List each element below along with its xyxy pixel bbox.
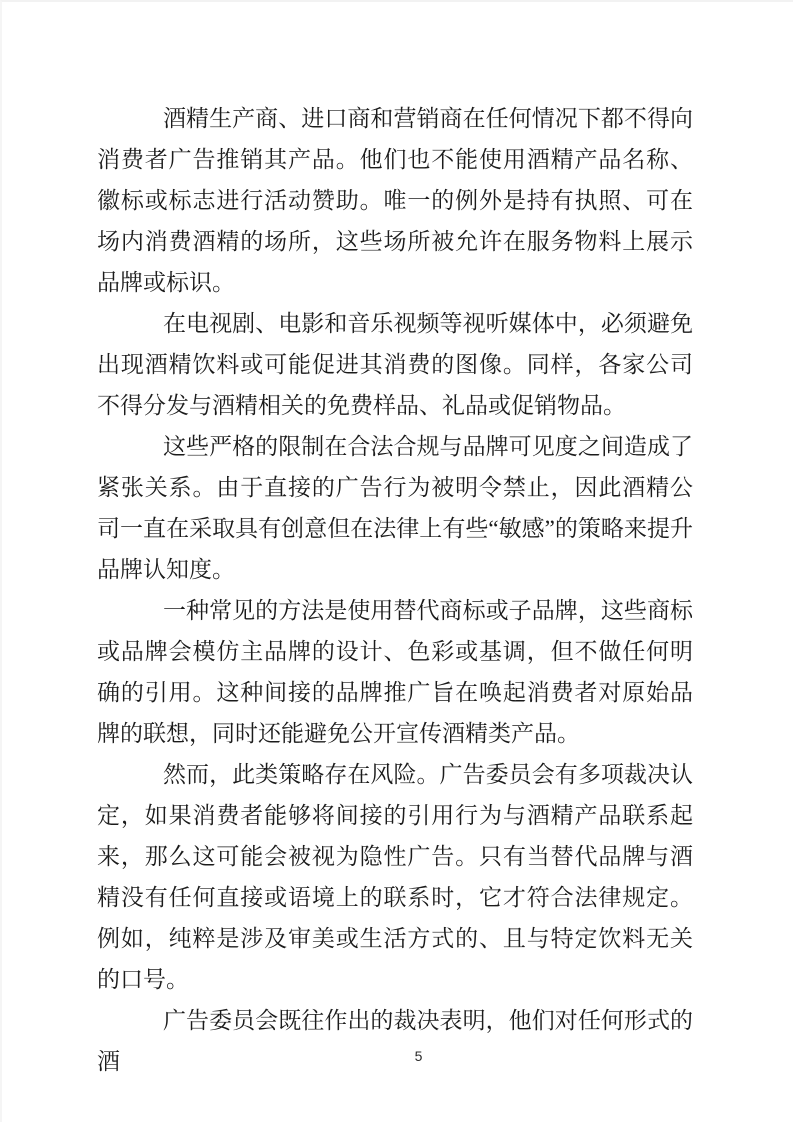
- paragraph-2: 在电视剧、电影和音乐视频等视听媒体中，必须避免出现酒精饮料或可能促进其消费的图像。同样，各家公司不得分发与酒精相关的免费样品、礼品或促销物品。: [97, 311, 693, 418]
- paragraph-1: 酒精生产商、进口商和营销商在任何情况下都不得向消费者广告推销其产品。他们也不能使用酒精产品名称、徽标或标志进行活动赞助。唯一的例外是持有执照、可在场内消费酒精的场所，这些场所被允许在服务物料上展示品牌或标识。: [97, 106, 693, 295]
- paragraph-4: 一种常见的方法是使用替代商标或子品牌，这些商标或品牌会模仿主品牌的设计、色彩或基调，但不做任何明确的引用。这种间接的品牌推广旨在唤起消费者对原始品牌的联想，同时还能避免公开宣传酒精类产品。: [97, 598, 693, 746]
- page-footer: [22, 1048, 793, 1066]
- paragraph-6: 广告委员会既往作出的裁决表明，他们对任何形式的酒: [97, 1008, 693, 1074]
- document-body: [97, 98, 693, 1082]
- paragraph-5: 然而，此类策略存在风险。广告委员会有多项裁决认定，如果消费者能够将间接的引用行为与酒精产品联系起来，那么这可能会被视为隐性广告。只有当替代品牌与酒精没有任何直接或语境上的联系时，它才符合法律规定。例如，纯粹是涉及审美或生活方式的、且与特定饮料无关的口号。: [97, 762, 693, 992]
- page-number: 5: [414, 1048, 423, 1064]
- paragraph-3: 这些严格的限制在合法合规与品牌可见度之间造成了紧张关系。由于直接的广告行为被明令禁止，因此酒精公司一直在采取具有创意但在法律上有些“敏感”的策略来提升品牌认知度。: [97, 434, 693, 582]
